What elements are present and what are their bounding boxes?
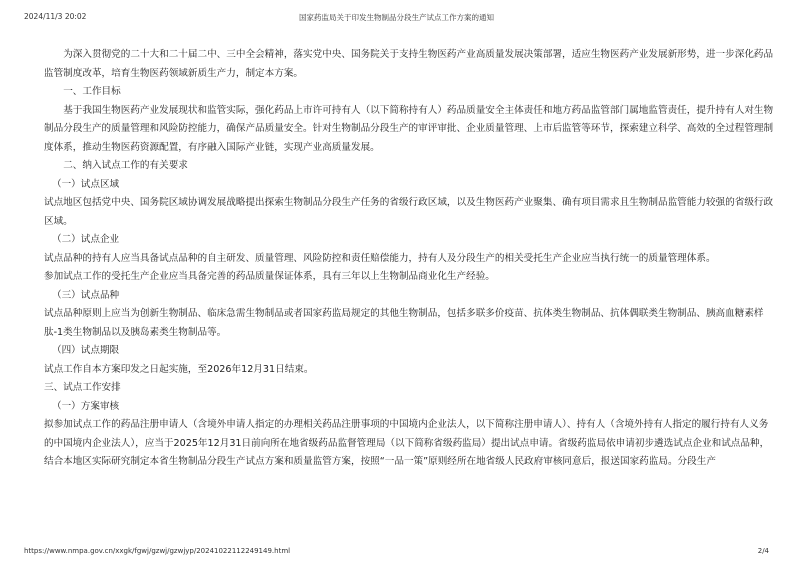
paragraph: （一）方案审核 — [52, 400, 120, 412]
document-title: 国家药监局关于印发生物制品分段生产试点工作方案的通知 — [299, 13, 494, 22]
paragraph: 为深入贯彻党的二十大和二十届二中、三中全会精神，落实党中央、国务院关于支持生物医药产业高质量发展决策部署，适应生物医药产业发展新形势，进一步深化药品监管制度改革，培育生物医药领域新质生产力，制定本方案。 — [44, 49, 774, 79]
paragraph: 基于我国生物医药产业发展现状和监管实际，强化药品上市许可持有人（以下简称持有人）药品质量安全主体责任和地方药品监管部门属地监管责任，提升持有人对生物制品分段生产的质量管理和风险防控能力，确保产品质量安全。针对生物制品分段生产的审评审批、企业质量管理、上市后监管等环节，探索建立科学、高效的全过程管理制度体系，推动生物医药资源配置，有序融入国际产业链，实现产业高质量发展。 — [44, 104, 774, 153]
paragraph: （四）试点期限 — [52, 345, 120, 356]
page-number: 2/4 — [757, 547, 769, 555]
paragraph: 试点品种原则上应当为创新生物制品、临床急需生物制品或者国家药监局规定的其他生物制品，包括多联多价疫苗、抗体类生物制品、抗体偶联类生物制品、胰高血糖素样肽-1类生物制品以及胰岛素类生物制品等。 — [44, 308, 764, 338]
paragraph: 拟参加试点工作的药品注册申请人（含境外申请人指定的办理相关药品注册事项的中国境内企业法人，以下简称注册申请人）、持有人（含境外持有人指定的履行持有人义务的中国境内企业法人），应当于2025年12月31日前向所在地省级药品监督管理局（以下简称省级药监局）提出试点申请。省级药监局依申请初步遴选试点企业和试点品种，结合本地区实际研究制定本省生物制品分段生产试点方案和质量监管方案，按照“一品一策”原则经所在地省级人民政府审核同意后，报送国家药监局。分段生产 — [44, 419, 770, 467]
page-url[interactable]: https://www.nmpa.gov.cn/xxgk/fgwj/gzwj/gzwjyp/20241022112249149.html — [24, 547, 291, 555]
paragraph: （二）试点企业 — [52, 234, 120, 245]
paragraph: 试点品种的持有人应当具备试点品种的自主研发、质量管理、风险防控和责任赔偿能力，持有人及分段生产的相关受托生产企业应当执行统一的质量管理体系。 — [44, 252, 716, 264]
print-datetime: 2024/11/3 20:02 — [24, 12, 87, 21]
paragraph: （三）试点品种 — [52, 289, 120, 301]
paragraph: 试点工作自本方案印发之日起实施，至2026年12月31日结束。 — [44, 363, 314, 375]
paragraph: （一）试点区域 — [52, 178, 120, 190]
paragraph: 试点地区包括党中央、国务院区域协调发展战略提出探索生物制品分段生产任务的省级行政区域，以及生物医药产业聚集、确有项目需求且生物制品监管能力较强的省级行政区域。 — [44, 197, 774, 227]
document-body — [44, 46, 775, 472]
paragraph: 一、工作目标 — [63, 86, 121, 97]
paragraph: 参加试点工作的受托生产企业应当具备完善的药品质量保证体系，具有三年以上生物制品商业化生产经验。 — [44, 271, 495, 282]
paragraph: 三、试点工作安排 — [44, 382, 121, 393]
paragraph: 二、纳入试点工作的有关要求 — [63, 160, 188, 171]
